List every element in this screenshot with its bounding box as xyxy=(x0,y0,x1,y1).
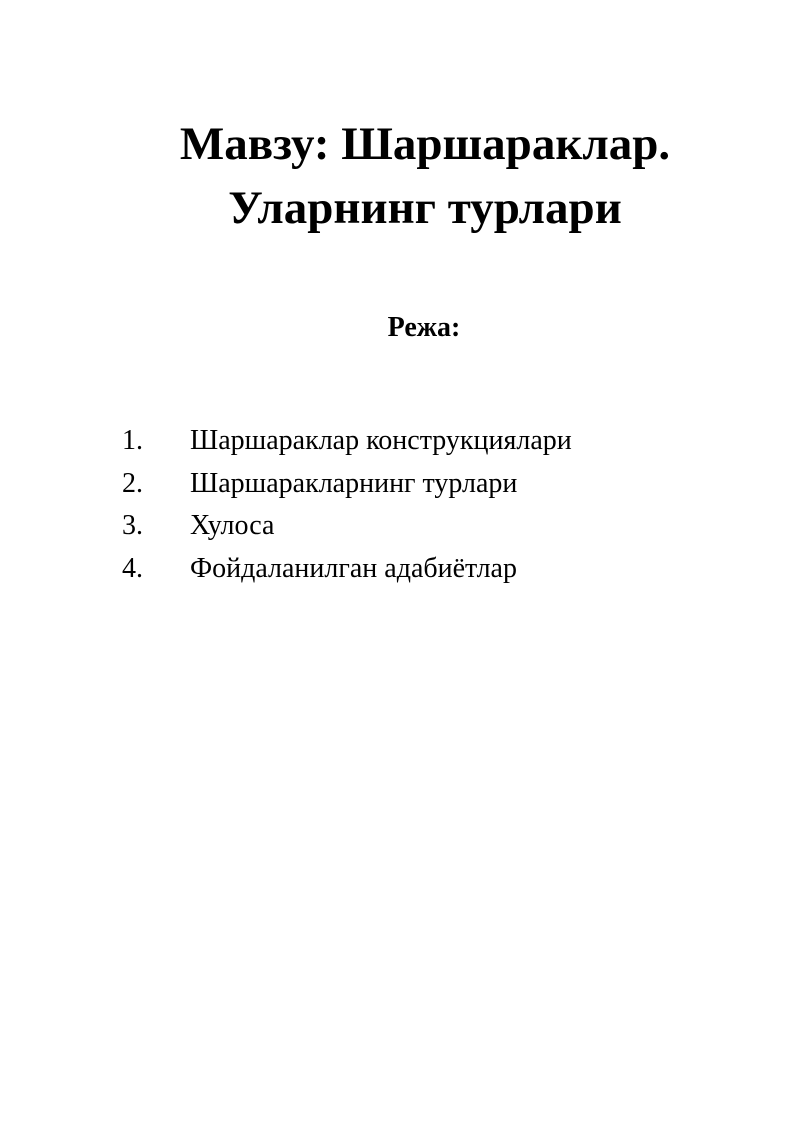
list-item-text: Шаршаракларнинг турлари xyxy=(190,467,518,499)
title-line-1: Мавзу: Шаршараклар. xyxy=(179,118,671,170)
list-item-number: 4. xyxy=(122,552,143,584)
list-item xyxy=(122,420,572,463)
plan-list xyxy=(122,420,572,590)
list-item-text: Фойдаланилган адабиётлар xyxy=(190,552,517,584)
list-item xyxy=(122,548,572,591)
title-line-2: Уларнинг турлари xyxy=(228,182,622,234)
list-item-text: Шаршараклар конструкциялари xyxy=(190,425,572,456)
list-item xyxy=(122,505,572,548)
page-title xyxy=(0,112,800,240)
list-item xyxy=(122,463,572,506)
list-item-text: Хулоса xyxy=(190,510,275,541)
list-item-number: 1. xyxy=(122,425,143,456)
list-item-number: 2. xyxy=(122,467,143,499)
list-item-number: 3. xyxy=(122,510,143,541)
plan-heading: Режа: xyxy=(387,312,461,343)
